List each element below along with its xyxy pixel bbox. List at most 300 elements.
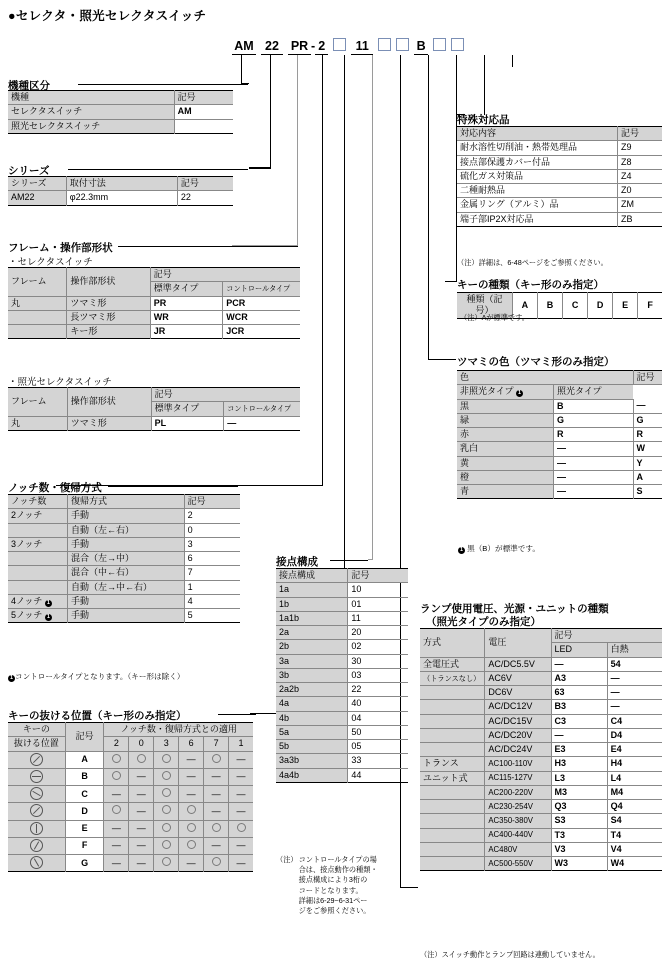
cell [154, 837, 179, 854]
cell: ノッチ数 [8, 495, 67, 509]
cell: R [554, 428, 634, 442]
cell [420, 814, 485, 828]
model-code-token: PR [288, 39, 311, 55]
cell [420, 714, 485, 728]
table-row [8, 594, 240, 608]
note-label: （注） [276, 855, 298, 864]
cell [129, 768, 154, 785]
cell: AC/DC24V [485, 743, 551, 757]
model-code-separator: - [311, 39, 316, 53]
cell: 54 [607, 657, 662, 671]
cell: 橙 [457, 470, 554, 484]
cell: F [647, 299, 653, 310]
footnote-marker-1: 1 [459, 547, 464, 553]
cell: Z4 [618, 169, 662, 183]
cell: G [633, 413, 662, 427]
cell: 2a2b [276, 683, 348, 697]
cell [204, 786, 229, 803]
col-subheader: コントロールタイプ [224, 402, 300, 416]
cell: W4 [610, 858, 625, 868]
cell [154, 803, 179, 820]
cell: M4 [607, 785, 662, 799]
leader-line-horizontal [428, 359, 456, 360]
cell: 0 [184, 523, 240, 537]
cell: ZB [621, 213, 633, 224]
cell: W3 [551, 857, 607, 871]
cell [8, 580, 67, 594]
leader-line-vertical [484, 55, 485, 115]
not-applicable-icon: — [111, 857, 121, 868]
cell: 2b [276, 640, 348, 654]
cell: D4 [607, 728, 662, 742]
table-row [457, 155, 662, 169]
table-row [420, 657, 662, 671]
cell: 記号 [184, 495, 240, 509]
cell: 44 [351, 769, 362, 780]
cell [204, 837, 229, 854]
table-row [8, 580, 240, 594]
cell [8, 837, 65, 854]
cell: 黒 [457, 399, 554, 413]
cell [420, 785, 485, 799]
cell: 2ノッチ [8, 509, 67, 523]
table-special [457, 126, 662, 227]
cell: 1a [276, 583, 348, 597]
cell: Z9 [618, 141, 662, 155]
model-code-placeholder-box [396, 38, 409, 51]
cell: DC6V [485, 686, 551, 700]
leader-line-vertical [428, 55, 429, 360]
cell: 4b [276, 711, 348, 725]
not-applicable-icon: — [136, 788, 146, 799]
cell: W [633, 442, 662, 456]
cell: D [65, 803, 104, 820]
cell: WCR [223, 310, 300, 324]
model-code-token: AM [232, 39, 256, 55]
cell [8, 566, 67, 580]
table-row [457, 212, 662, 226]
section-title-notch: ノッチ数・復帰方式 [8, 482, 102, 494]
not-applicable-icon: — [136, 805, 146, 816]
cell: E3 [551, 743, 607, 757]
col-header: 記号 [151, 388, 300, 402]
not-applicable-icon: — [136, 823, 146, 833]
cell [420, 743, 485, 757]
cell: — [554, 485, 634, 499]
cell: B [554, 399, 634, 413]
table-row [457, 442, 662, 456]
cell: F [65, 837, 104, 854]
not-applicable-icon: — [211, 805, 221, 816]
not-applicable-icon: — [236, 788, 246, 799]
table-row [8, 820, 253, 837]
cell: ノッチ数・復帰方式との適用 [104, 723, 253, 737]
col-header: シリーズ [8, 177, 66, 191]
cell [204, 751, 229, 768]
cell [154, 855, 179, 872]
table-row [420, 714, 662, 728]
cell: AC500-550V [485, 857, 551, 871]
note-text: コントロールタイプとなります。（キー形は除く） [15, 672, 185, 681]
cell: 0 [129, 737, 154, 751]
leader-line-vertical [512, 55, 513, 67]
cell: Z8 [618, 155, 662, 169]
cell [154, 751, 179, 768]
table-row [457, 385, 662, 399]
leader-line-vertical [372, 55, 373, 560]
cell [129, 786, 154, 803]
not-applicable-icon: — [236, 857, 246, 868]
table-contact [276, 568, 408, 783]
table-row [8, 552, 240, 566]
cell: 4a4b [276, 768, 348, 782]
cell: 2a [276, 626, 348, 640]
cell: 3a [276, 654, 348, 668]
cell: PL [151, 416, 224, 430]
cell: 復帰方式 [67, 495, 184, 509]
section-title-lamp-line1: ランプ使用電圧、光源・ユニットの種類 [420, 603, 609, 615]
applicable-icon [162, 771, 171, 780]
col-subheader: 標準タイプ [150, 282, 223, 296]
cell [204, 820, 229, 837]
table-row [420, 771, 662, 785]
table-row [8, 105, 233, 119]
cell: 記号 [348, 569, 408, 583]
model-code-placeholder-box [433, 38, 446, 51]
table-row [276, 583, 408, 597]
col-header: 取付寸法 [66, 177, 177, 191]
table-row [8, 537, 240, 551]
not-applicable-icon: — [236, 840, 246, 851]
cell: — [551, 657, 607, 671]
applicable-icon [212, 754, 221, 763]
table-row [457, 127, 662, 141]
section-title-key-position: キーの抜ける位置（キー形のみ指定） [8, 710, 187, 722]
cell [8, 523, 67, 537]
not-applicable-icon: — [186, 771, 196, 782]
leader-line-vertical [270, 55, 271, 168]
cell: 01 [348, 597, 408, 611]
cell: 電圧 [485, 629, 551, 658]
cell: 3 [154, 737, 179, 751]
note-lamp: （注）スイッチ動作とランプ回路は連動していません。 [420, 950, 600, 959]
note-key-type: （注）Aが標準です。 [460, 313, 529, 322]
cell: — [607, 700, 662, 714]
col-subheader: コントロールタイプ [223, 282, 300, 296]
key-slot-icon [30, 804, 43, 817]
table-row [420, 728, 662, 742]
cell: AC/DC5.5V [485, 657, 551, 671]
cell [104, 786, 129, 803]
table-row [420, 671, 662, 685]
table-row [420, 842, 662, 856]
cell: 混合（左→中） [67, 552, 184, 566]
cell: 33 [348, 754, 408, 768]
section-title-special: 特殊対応品 [457, 114, 510, 126]
cell: 接点構成 [276, 569, 348, 583]
table-row [276, 668, 408, 682]
cell: 1 [229, 737, 253, 751]
table-notch [8, 494, 240, 623]
table-row [420, 828, 662, 842]
table-row [8, 566, 240, 580]
leader-line-horizontal [368, 559, 373, 560]
cell: 5a [276, 725, 348, 739]
cell: 金属リング（アルミ）品 [457, 198, 618, 212]
cell: V4 [607, 842, 662, 856]
rule-contact [330, 560, 368, 561]
cell [174, 119, 233, 133]
key-slot-icon [30, 839, 43, 852]
cell: ZM [618, 198, 662, 212]
cell: M3 [551, 785, 607, 799]
cell: AC/DC12V [485, 700, 551, 714]
cell: E4 [607, 743, 662, 757]
cell: 2 [184, 509, 240, 523]
cell: 3 [184, 537, 240, 551]
applicable-icon [212, 823, 221, 832]
cell [420, 857, 485, 871]
cell: 手動 [67, 537, 184, 551]
cell: S [636, 486, 643, 496]
cell: — [633, 399, 662, 413]
cell: 耐水溶性切削油・熱帯処理品 [457, 141, 618, 155]
cell: 6 [179, 737, 204, 751]
cell: — [554, 456, 634, 470]
section-title-contact: 接点構成 [276, 556, 318, 568]
model-code-token: 2 [315, 39, 328, 55]
applicable-icon [162, 823, 171, 832]
cell: 63 [551, 686, 607, 700]
table-row [8, 523, 240, 537]
table-row [276, 654, 408, 668]
table-row [420, 743, 662, 757]
cell: 混合（中←右） [67, 566, 184, 580]
cell [204, 768, 229, 785]
cell [179, 837, 204, 854]
note-line: ジをご参照ください。 [298, 906, 371, 916]
cell: 二種耐熱品 [457, 184, 618, 198]
cell: AM22 [8, 191, 66, 205]
applicable-icon [187, 805, 196, 814]
table-lamp [420, 628, 662, 871]
cell: 22 [180, 192, 191, 203]
cell: B [537, 293, 562, 319]
applicable-icon [162, 840, 171, 849]
cell: 接点部保護カバー付品 [457, 155, 618, 169]
leader-line-horizontal [445, 281, 457, 282]
cell [154, 820, 179, 837]
col-subheader: 標準タイプ [151, 402, 224, 416]
page-title: ●セレクタ・照光セレクタスイッチ [8, 9, 207, 23]
subtitle-illuminated-selector-switch: ・照光セレクタスイッチ [8, 377, 112, 388]
not-applicable-icon: — [211, 840, 221, 851]
cell: V3 [551, 842, 607, 856]
table-row [8, 296, 300, 310]
not-applicable-icon: — [111, 840, 121, 851]
cell [8, 820, 65, 837]
note-contact [276, 855, 414, 916]
cell: 丸 [8, 296, 67, 310]
cell: 手動 [67, 594, 184, 608]
table-frame-selector [8, 267, 300, 339]
cell: 黄 [457, 456, 554, 470]
key-slot-icon [30, 856, 43, 869]
cell [179, 855, 204, 872]
applicable-icon [162, 788, 171, 797]
table-row [8, 191, 233, 205]
not-applicable-icon: — [186, 788, 196, 799]
cell: 40 [348, 697, 408, 711]
cell: H4 [607, 757, 662, 771]
col-header: 記号 [177, 177, 233, 191]
cell: C3 [551, 714, 607, 728]
cell: ユニット式 [420, 771, 485, 785]
cell: T3 [551, 828, 607, 842]
col-header: 記号 [174, 91, 233, 105]
not-applicable-icon: — [136, 857, 146, 868]
cell: 記号 [618, 127, 662, 141]
rule-series [68, 169, 248, 170]
cell: 04 [348, 711, 408, 725]
table-row [420, 757, 662, 771]
cell: — [554, 442, 634, 456]
table-row [276, 740, 408, 754]
not-applicable-icon: — [136, 771, 146, 782]
leader-line-horizontal [249, 168, 250, 169]
not-applicable-icon: — [236, 771, 246, 782]
cell [104, 751, 129, 768]
leader-line-vertical [322, 55, 323, 485]
cell: 03 [348, 668, 408, 682]
cell: ツマミ形 [67, 296, 150, 310]
cell: C [65, 786, 104, 803]
footnote-marker-1: 1 [9, 675, 14, 681]
cell: ツマミ形 [67, 416, 151, 430]
not-applicable-icon: — [211, 788, 221, 799]
subtitle-selector-switch: ・セレクタスイッチ [8, 257, 93, 268]
cell [8, 325, 67, 339]
cell: L4 [607, 771, 662, 785]
section-title-key-type: キーの種類（キー形のみ指定） [457, 279, 604, 291]
table-row [457, 399, 662, 413]
table-row [276, 640, 408, 654]
table-frame-illuminated [8, 387, 300, 431]
table-row [8, 786, 253, 803]
cell [129, 803, 154, 820]
cell: 6 [184, 552, 240, 566]
cell: 2 [104, 737, 129, 751]
section-title-frame: フレーム・操作部形状 [8, 242, 113, 254]
cell [129, 837, 154, 854]
cell: 長ツマミ形 [67, 310, 150, 324]
col-header: 操作部形状 [67, 388, 151, 417]
cell [129, 820, 154, 837]
table-row [8, 609, 240, 623]
cell: H3 [551, 757, 607, 771]
table-row [457, 413, 662, 427]
cell: Z0 [618, 184, 662, 198]
note-special: （注）詳細は、6-48ページをご参照ください。 [457, 258, 608, 267]
cell [179, 768, 204, 785]
note-notch [8, 672, 184, 682]
cell: G [554, 413, 634, 427]
table-series [8, 176, 233, 206]
table-row [276, 725, 408, 739]
cell: 照光タイプ [554, 385, 634, 399]
cell: AC/DC15V [485, 714, 551, 728]
cell [179, 751, 204, 768]
note-knob-color [458, 544, 540, 554]
note-line: コードとなります。 [298, 885, 363, 895]
cell [420, 700, 485, 714]
cell: PCR [223, 296, 300, 310]
cell: AC480V [485, 842, 551, 856]
table-row [276, 611, 408, 625]
cell [229, 751, 253, 768]
cell: 記号 [633, 371, 662, 385]
table-row [420, 686, 662, 700]
table-row [457, 371, 662, 385]
cell: 7 [204, 737, 229, 751]
cell: 1a1b [276, 611, 348, 625]
not-applicable-icon: — [186, 754, 196, 764]
table-row [420, 629, 662, 643]
cell [229, 768, 253, 785]
cell: 赤 [457, 428, 554, 442]
not-applicable-icon: — [211, 771, 221, 782]
leader-line-vertical [241, 55, 242, 83]
model-code-placeholder-box [378, 38, 391, 51]
leader-line-horizontal [249, 167, 271, 168]
not-applicable-icon: — [111, 788, 121, 799]
cell: S3 [551, 814, 607, 828]
table-row [8, 723, 253, 737]
table-row [8, 119, 233, 133]
cell [104, 768, 129, 785]
cell: 緑 [457, 413, 554, 427]
section-title-series: シリーズ [8, 165, 50, 177]
cell: Q3 [551, 800, 607, 814]
table-row [8, 855, 253, 872]
cell: 白熱 [607, 643, 662, 657]
note-line: 合は、接点動作の種類・ [298, 865, 378, 875]
table-row [276, 697, 408, 711]
cell: 照光セレクタスイッチ [8, 119, 174, 133]
cell: T4 [607, 828, 662, 842]
cell: A [65, 751, 104, 768]
key-slot-icon [30, 753, 43, 766]
cell [229, 820, 253, 837]
col-header: 操作部形状 [67, 268, 150, 297]
table-row [8, 325, 300, 339]
cell [229, 803, 253, 820]
cell: L3 [551, 771, 607, 785]
cell: WR [150, 310, 223, 324]
cell: 自動（左→中←右） [67, 580, 184, 594]
cell: B3 [551, 700, 607, 714]
cell: キー形 [67, 325, 150, 339]
cell: 手動 [67, 509, 184, 523]
cell: 30 [348, 654, 408, 668]
table-row [276, 754, 408, 768]
table-row [420, 700, 662, 714]
table-row [457, 198, 662, 212]
cell: 種類（記号） [457, 293, 512, 319]
not-applicable-icon: — [236, 805, 246, 816]
cell: E [613, 293, 638, 319]
cell [8, 552, 67, 566]
